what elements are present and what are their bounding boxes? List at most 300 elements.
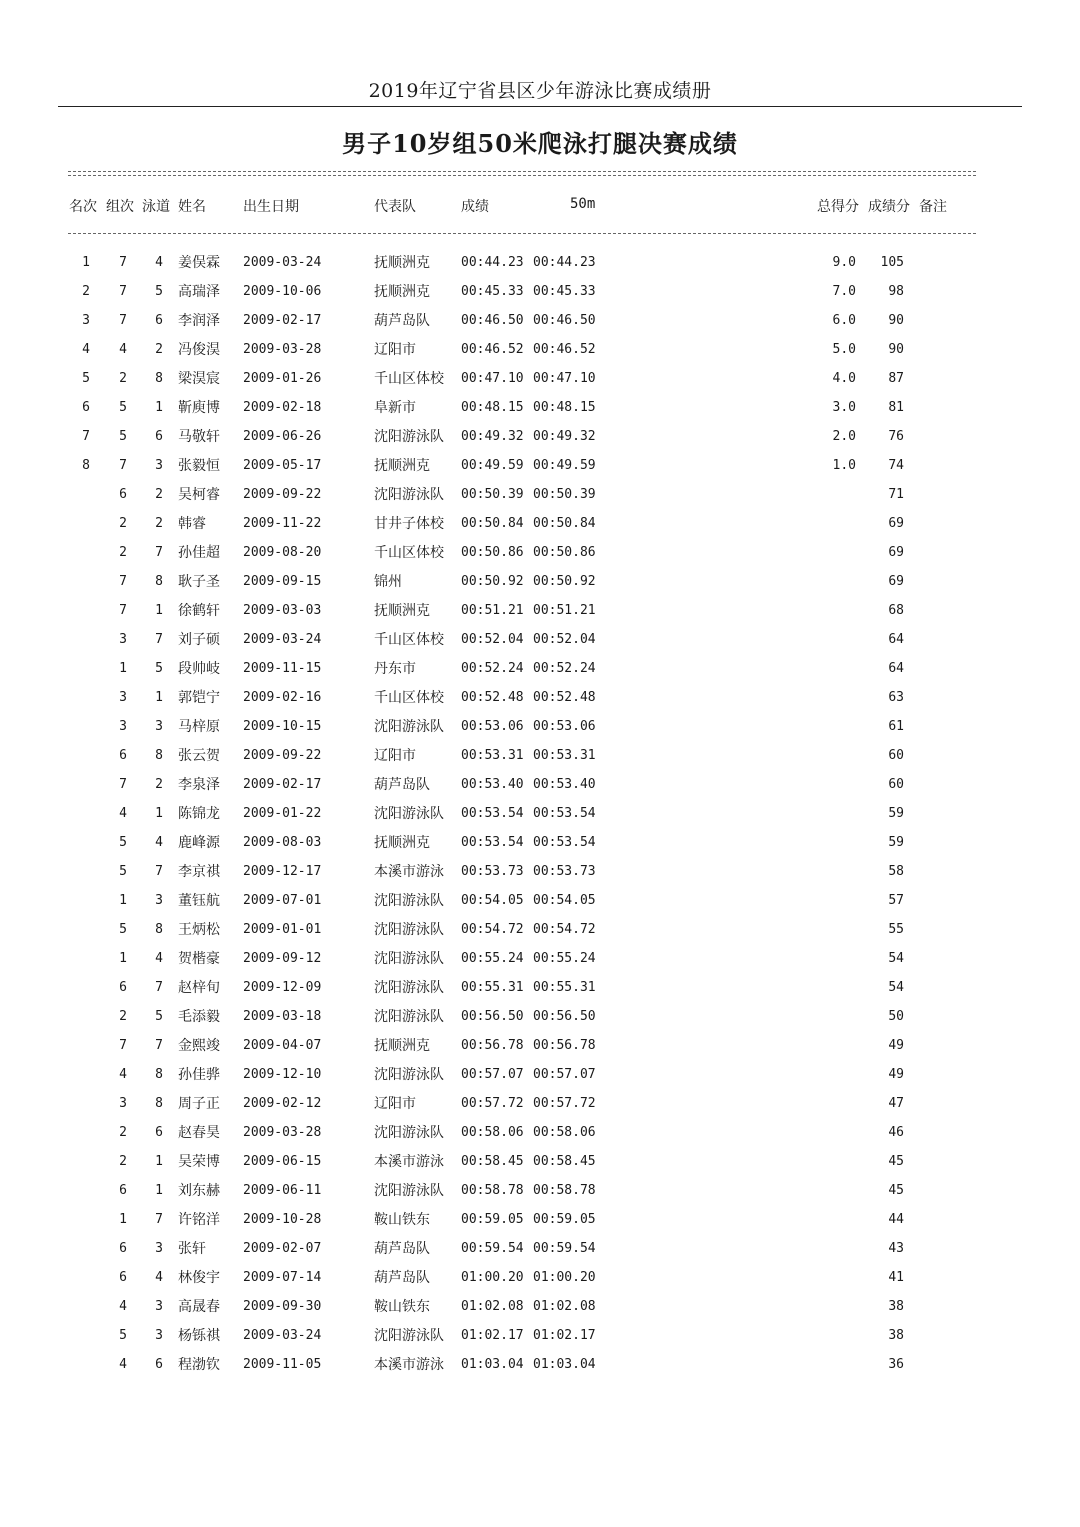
cell-result: 00:49.59 — [461, 458, 524, 473]
cell-name: 耿子圣 — [178, 574, 220, 590]
table-row — [0, 486, 1080, 515]
cell-birth-date: 2009-10-28 — [243, 1212, 322, 1227]
cell-name: 鹿峰源 — [178, 835, 220, 851]
cell-group: 4 — [119, 806, 127, 821]
cell-birth-date: 2009-07-14 — [243, 1270, 322, 1285]
cell-lane: 4 — [155, 835, 163, 850]
cell-result-score: 69 — [888, 545, 904, 560]
cell-split-50m: 00:55.31 — [533, 980, 596, 995]
cell-result: 00:59.05 — [461, 1212, 524, 1227]
cell-group: 7 — [119, 284, 127, 299]
table-row — [0, 1211, 1080, 1240]
cell-team: 本溪市游泳 — [374, 864, 444, 880]
cell-name: 孙佳骅 — [178, 1067, 220, 1083]
cell-group: 5 — [119, 400, 127, 415]
cell-rank: 5 — [82, 371, 90, 386]
cell-total-points: 1.0 — [832, 458, 856, 473]
cell-result: 01:02.17 — [461, 1328, 524, 1343]
cell-rank: 1 — [82, 255, 90, 270]
cell-split-50m: 00:50.39 — [533, 487, 596, 502]
cell-lane: 4 — [155, 1270, 163, 1285]
table-row — [0, 718, 1080, 747]
cell-rank: 2 — [82, 284, 90, 299]
cell-result-score: 68 — [888, 603, 904, 618]
table-row — [0, 1153, 1080, 1182]
cell-lane: 2 — [155, 342, 163, 357]
cell-name: 孙佳超 — [178, 545, 220, 561]
cell-lane: 8 — [155, 574, 163, 589]
cell-result-score: 90 — [888, 313, 904, 328]
cell-team: 沈阳游泳队 — [374, 980, 444, 996]
cell-birth-date: 2009-12-17 — [243, 864, 322, 879]
cell-birth-date: 2009-04-07 — [243, 1038, 322, 1053]
cell-split-50m: 00:50.84 — [533, 516, 596, 531]
cell-lane: 7 — [155, 1212, 163, 1227]
cell-result: 00:50.84 — [461, 516, 524, 531]
cell-name: 靳庾博 — [178, 400, 220, 416]
cell-name: 刘东赫 — [178, 1183, 220, 1199]
cell-birth-date: 2009-02-07 — [243, 1241, 322, 1256]
cell-result-score: 60 — [888, 777, 904, 792]
cell-split-50m: 00:56.50 — [533, 1009, 596, 1024]
table-row — [0, 805, 1080, 834]
cell-group: 6 — [119, 1241, 127, 1256]
table-row — [0, 1327, 1080, 1356]
cell-result: 00:46.50 — [461, 313, 524, 328]
table-row — [0, 399, 1080, 428]
cell-lane: 4 — [155, 951, 163, 966]
document-title: 2019年辽宁省县区少年游泳比赛成绩册 — [368, 80, 712, 102]
table-row — [0, 515, 1080, 544]
cell-group: 2 — [119, 371, 127, 386]
cell-result: 00:54.05 — [461, 893, 524, 908]
cell-group: 4 — [119, 1299, 127, 1314]
cell-result-score: 64 — [888, 632, 904, 647]
cell-split-50m: 00:57.07 — [533, 1067, 596, 1082]
cell-team: 千山区体校 — [374, 690, 444, 706]
cell-group: 6 — [119, 748, 127, 763]
cell-team: 沈阳游泳队 — [374, 487, 444, 503]
cell-result-score: 38 — [888, 1328, 904, 1343]
cell-split-50m: 00:53.40 — [533, 777, 596, 792]
table-row — [0, 1298, 1080, 1327]
cell-name: 姜俣霖 — [178, 255, 220, 271]
cell-result-score: 58 — [888, 864, 904, 879]
header-divider-dashed — [68, 233, 976, 234]
cell-result: 00:46.52 — [461, 342, 524, 357]
cell-name: 韩睿 — [178, 516, 206, 532]
cell-result-score: 76 — [888, 429, 904, 444]
cell-birth-date: 2009-01-26 — [243, 371, 322, 386]
cell-lane: 3 — [155, 719, 163, 734]
header-rank: 名次 — [69, 199, 97, 215]
table-row — [0, 1182, 1080, 1211]
cell-birth-date: 2009-10-06 — [243, 284, 322, 299]
cell-result-score: 49 — [888, 1038, 904, 1053]
event-title: 男子10岁组50米爬泳打腿决赛成绩 — [342, 129, 738, 158]
cell-result: 00:47.10 — [461, 371, 524, 386]
cell-lane: 7 — [155, 864, 163, 879]
cell-split-50m: 00:46.50 — [533, 313, 596, 328]
cell-name: 高晟春 — [178, 1299, 220, 1315]
cell-lane: 4 — [155, 255, 163, 270]
cell-result-score: 59 — [888, 806, 904, 821]
cell-result-score: 43 — [888, 1241, 904, 1256]
cell-name: 李泉泽 — [178, 777, 220, 793]
cell-result: 01:03.04 — [461, 1357, 524, 1372]
cell-split-50m: 01:02.17 — [533, 1328, 596, 1343]
cell-birth-date: 2009-03-24 — [243, 632, 322, 647]
cell-name: 吴柯睿 — [178, 487, 220, 503]
cell-team: 沈阳游泳队 — [374, 429, 444, 445]
cell-result-score: 69 — [888, 516, 904, 531]
cell-group: 4 — [119, 342, 127, 357]
cell-lane: 6 — [155, 313, 163, 328]
table-row — [0, 834, 1080, 863]
cell-lane: 7 — [155, 1038, 163, 1053]
cell-result-score: 55 — [888, 922, 904, 937]
cell-lane: 7 — [155, 545, 163, 560]
cell-group: 6 — [119, 980, 127, 995]
cell-lane: 3 — [155, 458, 163, 473]
cell-team: 千山区体校 — [374, 371, 444, 387]
cell-name: 吴荣博 — [178, 1154, 220, 1170]
cell-total-points: 7.0 — [832, 284, 856, 299]
cell-result-score: 61 — [888, 719, 904, 734]
cell-split-50m: 00:46.52 — [533, 342, 596, 357]
cell-lane: 8 — [155, 922, 163, 937]
cell-birth-date: 2009-01-01 — [243, 922, 322, 937]
table-row — [0, 921, 1080, 950]
cell-lane: 3 — [155, 1241, 163, 1256]
table-row — [0, 1269, 1080, 1298]
cell-split-50m: 00:53.73 — [533, 864, 596, 879]
cell-result: 00:53.40 — [461, 777, 524, 792]
table-row — [0, 573, 1080, 602]
cell-group: 3 — [119, 719, 127, 734]
cell-name: 赵春昊 — [178, 1125, 220, 1141]
cell-birth-date: 2009-11-22 — [243, 516, 322, 531]
cell-group: 5 — [119, 835, 127, 850]
cell-rank: 8 — [82, 458, 90, 473]
cell-birth-date: 2009-09-12 — [243, 951, 322, 966]
cell-lane: 2 — [155, 516, 163, 531]
cell-result-score: 41 — [888, 1270, 904, 1285]
cell-split-50m: 00:49.59 — [533, 458, 596, 473]
cell-lane: 2 — [155, 487, 163, 502]
cell-team: 本溪市游泳 — [374, 1357, 444, 1373]
cell-split-50m: 00:52.24 — [533, 661, 596, 676]
cell-birth-date: 2009-10-15 — [243, 719, 322, 734]
cell-name: 许铭洋 — [178, 1212, 220, 1228]
cell-result: 00:50.86 — [461, 545, 524, 560]
header-split: 50m — [570, 196, 596, 212]
table-row — [0, 1008, 1080, 1037]
cell-birth-date: 2009-09-22 — [243, 487, 322, 502]
cell-team: 丹东市 — [374, 661, 416, 677]
cell-team: 沈阳游泳队 — [374, 951, 444, 967]
cell-result-score: 47 — [888, 1096, 904, 1111]
cell-split-50m: 00:59.05 — [533, 1212, 596, 1227]
header-score: 成绩分 — [868, 199, 910, 215]
table-row — [0, 312, 1080, 341]
cell-split-50m: 00:54.05 — [533, 893, 596, 908]
header-result: 成绩 — [461, 199, 489, 215]
cell-result: 00:57.07 — [461, 1067, 524, 1082]
cell-birth-date: 2009-11-15 — [243, 661, 322, 676]
cell-split-50m: 00:58.78 — [533, 1183, 596, 1198]
cell-lane: 2 — [155, 777, 163, 792]
cell-name: 张轩 — [178, 1241, 206, 1257]
cell-group: 7 — [119, 603, 127, 618]
cell-birth-date: 2009-12-10 — [243, 1067, 322, 1082]
cell-name: 段帅岐 — [178, 661, 220, 677]
cell-result-score: 71 — [888, 487, 904, 502]
cell-group: 7 — [119, 313, 127, 328]
cell-lane: 3 — [155, 893, 163, 908]
cell-result: 00:48.15 — [461, 400, 524, 415]
cell-birth-date: 2009-02-17 — [243, 313, 322, 328]
cell-name: 陈锦龙 — [178, 806, 220, 822]
table-row — [0, 370, 1080, 399]
cell-team: 沈阳游泳队 — [374, 1125, 444, 1141]
cell-result-score: 63 — [888, 690, 904, 705]
cell-split-50m: 00:53.31 — [533, 748, 596, 763]
cell-birth-date: 2009-02-17 — [243, 777, 322, 792]
cell-birth-date: 2009-02-18 — [243, 400, 322, 415]
cell-name: 贺楷豪 — [178, 951, 220, 967]
cell-lane: 8 — [155, 1096, 163, 1111]
table-row — [0, 544, 1080, 573]
cell-result-score: 81 — [888, 400, 904, 415]
cell-total-points: 4.0 — [832, 371, 856, 386]
cell-team: 抚顺洲克 — [374, 458, 430, 474]
cell-name: 周子正 — [178, 1096, 220, 1112]
cell-name: 马敬轩 — [178, 429, 220, 445]
cell-team: 抚顺洲克 — [374, 255, 430, 271]
cell-result-score: 60 — [888, 748, 904, 763]
cell-name: 郭铠宁 — [178, 690, 220, 706]
cell-result-score: 87 — [888, 371, 904, 386]
cell-group: 6 — [119, 1183, 127, 1198]
cell-team: 抚顺洲克 — [374, 835, 430, 851]
cell-team: 葫芦岛队 — [374, 1270, 430, 1286]
cell-birth-date: 2009-03-28 — [243, 1125, 322, 1140]
cell-lane: 1 — [155, 806, 163, 821]
cell-split-50m: 00:59.54 — [533, 1241, 596, 1256]
header-lane: 泳道 — [142, 199, 170, 215]
cell-result-score: 45 — [888, 1183, 904, 1198]
cell-lane: 7 — [155, 980, 163, 995]
cell-name: 李润泽 — [178, 313, 220, 329]
cell-team: 沈阳游泳队 — [374, 1328, 444, 1344]
cell-name: 李京祺 — [178, 864, 220, 880]
cell-group: 5 — [119, 922, 127, 937]
cell-result: 00:50.92 — [461, 574, 524, 589]
cell-split-50m: 00:53.54 — [533, 835, 596, 850]
cell-group: 2 — [119, 1154, 127, 1169]
cell-result: 01:00.20 — [461, 1270, 524, 1285]
cell-lane: 6 — [155, 429, 163, 444]
cell-name: 高瑞泽 — [178, 284, 220, 300]
table-row — [0, 950, 1080, 979]
cell-lane: 3 — [155, 1299, 163, 1314]
cell-group: 3 — [119, 1096, 127, 1111]
cell-group: 3 — [119, 632, 127, 647]
cell-result: 00:45.33 — [461, 284, 524, 299]
cell-group: 3 — [119, 690, 127, 705]
header-birth: 出生日期 — [243, 199, 299, 215]
cell-result: 00:54.72 — [461, 922, 524, 937]
cell-birth-date: 2009-03-24 — [243, 255, 322, 270]
cell-team: 锦州 — [374, 574, 402, 590]
cell-group: 5 — [119, 429, 127, 444]
cell-name: 梁淏宸 — [178, 371, 220, 387]
table-row — [0, 689, 1080, 718]
cell-name: 王炳松 — [178, 922, 220, 938]
cell-lane: 5 — [155, 284, 163, 299]
cell-team: 葫芦岛队 — [374, 777, 430, 793]
table-row — [0, 979, 1080, 1008]
cell-rank: 3 — [82, 313, 90, 328]
cell-split-50m: 00:54.72 — [533, 922, 596, 937]
cell-result-score: 64 — [888, 661, 904, 676]
cell-result: 00:53.54 — [461, 806, 524, 821]
table-row — [0, 341, 1080, 370]
table-row — [0, 1240, 1080, 1269]
cell-team: 沈阳游泳队 — [374, 719, 444, 735]
cell-birth-date: 2009-06-26 — [243, 429, 322, 444]
table-row — [0, 1356, 1080, 1385]
cell-result: 00:51.21 — [461, 603, 524, 618]
cell-birth-date: 2009-01-22 — [243, 806, 322, 821]
cell-birth-date: 2009-06-11 — [243, 1183, 322, 1198]
header-name: 姓名 — [178, 199, 206, 215]
cell-result-score: 36 — [888, 1357, 904, 1372]
cell-team: 阜新市 — [374, 400, 416, 416]
cell-split-50m: 00:52.48 — [533, 690, 596, 705]
cell-split-50m: 00:53.06 — [533, 719, 596, 734]
cell-birth-date: 2009-08-03 — [243, 835, 322, 850]
table-row — [0, 776, 1080, 805]
cell-birth-date: 2009-08-20 — [243, 545, 322, 560]
cell-rank: 4 — [82, 342, 90, 357]
cell-result: 00:55.31 — [461, 980, 524, 995]
cell-name: 董钰航 — [178, 893, 220, 909]
cell-result-score: 105 — [880, 255, 904, 270]
cell-group: 6 — [119, 487, 127, 502]
cell-birth-date: 2009-09-15 — [243, 574, 322, 589]
cell-name: 张云贺 — [178, 748, 220, 764]
cell-birth-date: 2009-05-17 — [243, 458, 322, 473]
header-group: 组次 — [106, 199, 134, 215]
cell-result-score: 46 — [888, 1125, 904, 1140]
cell-group: 2 — [119, 545, 127, 560]
cell-split-50m: 00:55.24 — [533, 951, 596, 966]
cell-group: 6 — [119, 1270, 127, 1285]
cell-result-score: 98 — [888, 284, 904, 299]
cell-birth-date: 2009-03-03 — [243, 603, 322, 618]
cell-team: 沈阳游泳队 — [374, 922, 444, 938]
cell-result-score: 69 — [888, 574, 904, 589]
cell-group: 2 — [119, 516, 127, 531]
cell-group: 1 — [119, 893, 127, 908]
table-row — [0, 254, 1080, 283]
cell-team: 沈阳游泳队 — [374, 893, 444, 909]
cell-team: 辽阳市 — [374, 748, 416, 764]
cell-group: 5 — [119, 1328, 127, 1343]
cell-group: 7 — [119, 255, 127, 270]
cell-name: 刘子硕 — [178, 632, 220, 648]
cell-result-score: 38 — [888, 1299, 904, 1314]
cell-result-score: 74 — [888, 458, 904, 473]
table-row — [0, 428, 1080, 457]
cell-group: 1 — [119, 661, 127, 676]
header-total: 总得分 — [817, 199, 859, 215]
cell-result: 00:56.50 — [461, 1009, 524, 1024]
cell-group: 2 — [119, 1009, 127, 1024]
cell-result: 00:44.23 — [461, 255, 524, 270]
cell-total-points: 6.0 — [832, 313, 856, 328]
cell-result: 00:53.31 — [461, 748, 524, 763]
cell-result: 00:53.73 — [461, 864, 524, 879]
cell-name: 金熙竣 — [178, 1038, 220, 1054]
cell-result: 00:59.54 — [461, 1241, 524, 1256]
cell-team: 葫芦岛队 — [374, 313, 430, 329]
cell-result: 00:52.04 — [461, 632, 524, 647]
cell-group: 5 — [119, 864, 127, 879]
cell-result: 00:50.39 — [461, 487, 524, 502]
cell-result: 01:02.08 — [461, 1299, 524, 1314]
cell-team: 鞍山铁东 — [374, 1212, 430, 1228]
cell-team: 千山区体校 — [374, 632, 444, 648]
cell-lane: 6 — [155, 1125, 163, 1140]
cell-result: 00:56.78 — [461, 1038, 524, 1053]
table-row — [0, 892, 1080, 921]
table-row — [0, 1037, 1080, 1066]
cell-lane: 1 — [155, 1154, 163, 1169]
table-row — [0, 602, 1080, 631]
cell-name: 程渤钦 — [178, 1357, 220, 1373]
table-row — [0, 1066, 1080, 1095]
header-divider — [58, 106, 1022, 107]
cell-birth-date: 2009-02-12 — [243, 1096, 322, 1111]
cell-lane: 8 — [155, 1067, 163, 1082]
cell-result: 00:52.48 — [461, 690, 524, 705]
cell-name: 张毅恒 — [178, 458, 220, 474]
cell-name: 赵梓旬 — [178, 980, 220, 996]
cell-split-50m: 00:44.23 — [533, 255, 596, 270]
cell-result-score: 44 — [888, 1212, 904, 1227]
table-header — [0, 196, 1080, 216]
cell-lane: 1 — [155, 400, 163, 415]
table-row — [0, 1124, 1080, 1153]
cell-result: 00:58.06 — [461, 1125, 524, 1140]
cell-birth-date: 2009-11-05 — [243, 1357, 322, 1372]
cell-result: 00:53.54 — [461, 835, 524, 850]
cell-result-score: 59 — [888, 835, 904, 850]
cell-team: 抚顺洲克 — [374, 1038, 430, 1054]
cell-result: 00:57.72 — [461, 1096, 524, 1111]
cell-split-50m: 00:53.54 — [533, 806, 596, 821]
cell-group: 7 — [119, 458, 127, 473]
cell-split-50m: 01:00.20 — [533, 1270, 596, 1285]
cell-result-score: 54 — [888, 951, 904, 966]
cell-split-50m: 00:45.33 — [533, 284, 596, 299]
cell-name: 毛添毅 — [178, 1009, 220, 1025]
cell-total-points: 2.0 — [832, 429, 856, 444]
cell-result: 00:49.32 — [461, 429, 524, 444]
